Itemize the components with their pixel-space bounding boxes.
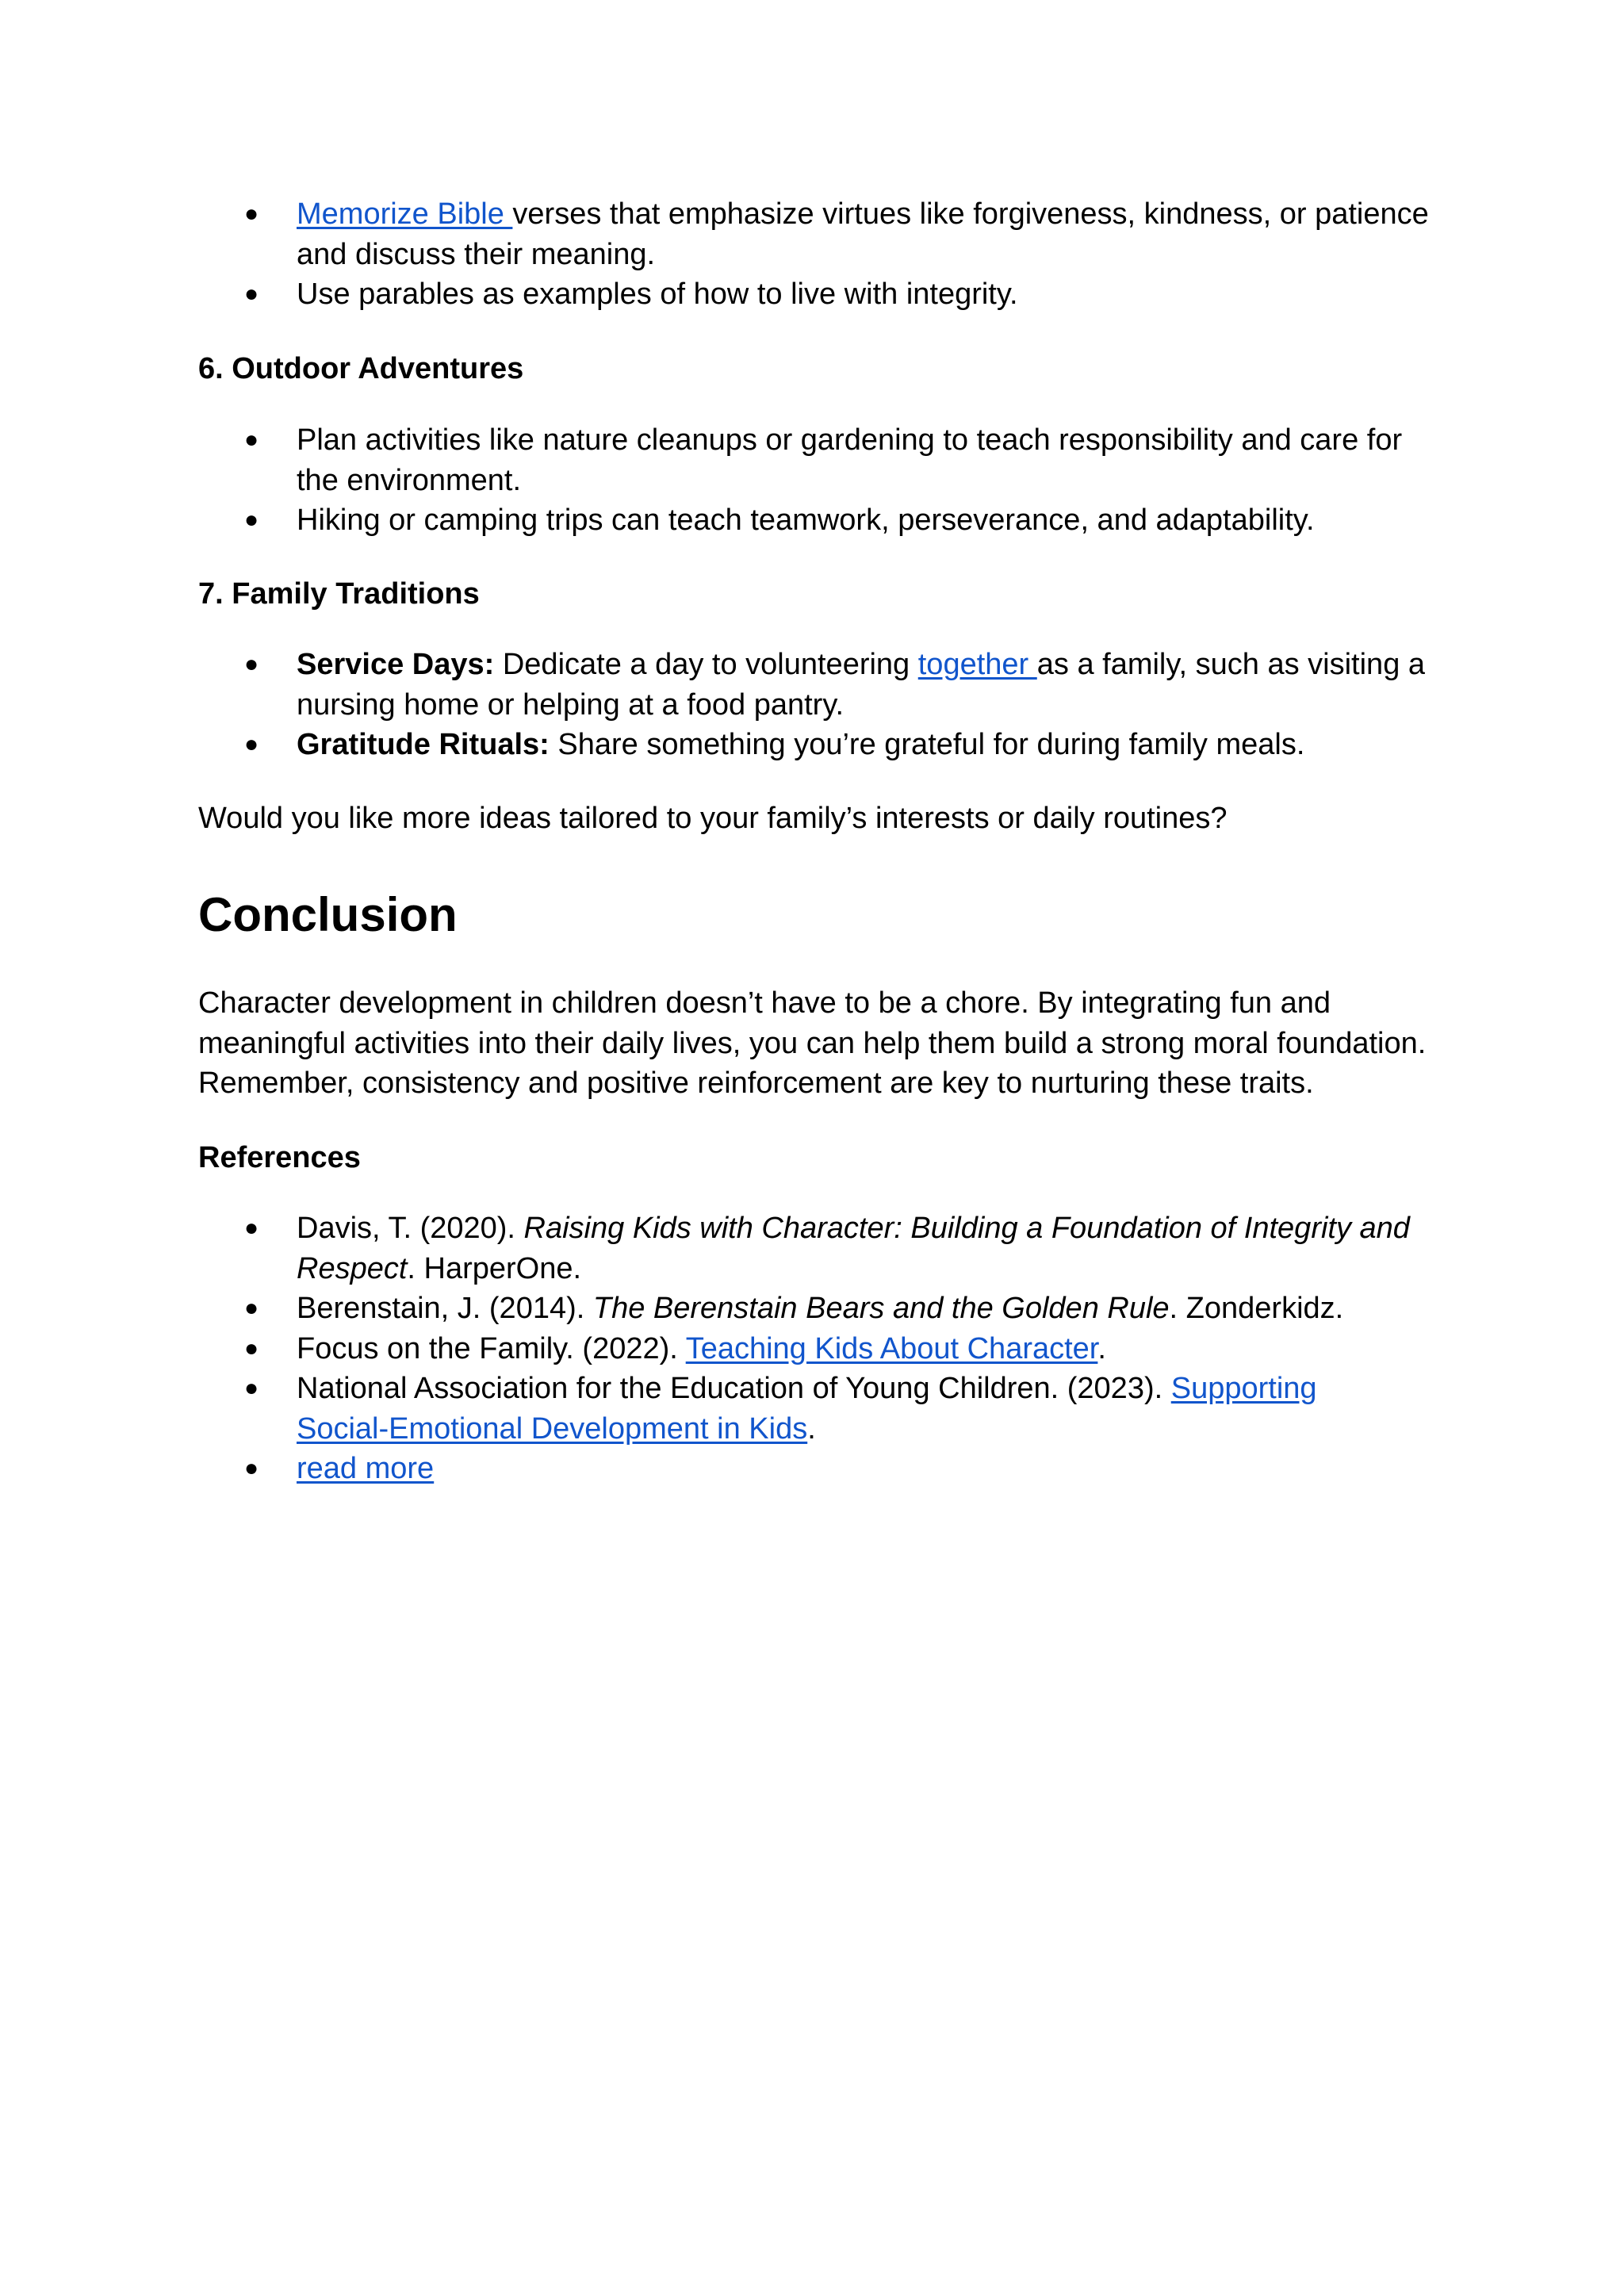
list-item	[198, 194, 1467, 274]
reference-title: Raising Kids with Character: Building a Foundation of Integrity and	[523, 1212, 1410, 1245]
reference-author: Davis, T. (2020).	[297, 1212, 524, 1245]
reference-publisher: . HarperOne.	[407, 1251, 582, 1285]
references-heading: References	[198, 1141, 361, 1174]
list-item	[198, 500, 1467, 541]
reference-item	[198, 1329, 1467, 1369]
conclusion-paragraph	[198, 983, 1451, 1104]
list-item-label: Service Days:	[297, 648, 495, 681]
reference-punct: .	[807, 1411, 816, 1446]
list-item	[198, 274, 1467, 315]
reference-author: Focus on the Family. (2022).	[297, 1331, 686, 1365]
reference-title: Respect	[297, 1251, 408, 1285]
bullet: ●	[244, 1215, 259, 1241]
section-heading-outdoor-adventures: 6. Outdoor Adventures	[198, 352, 524, 385]
traditions-list	[198, 645, 1467, 765]
references-list	[198, 1208, 1467, 1489]
read-more-link[interactable]: read more	[297, 1452, 435, 1485]
paragraph-line: Remember, consistency and positive reinforcement are key to nurturing these traits.	[198, 1067, 1314, 1100]
reference-item	[198, 1369, 1467, 1449]
reference-item	[198, 1208, 1467, 1289]
list-item-text: Use parables as examples of how to live with integrity.	[297, 278, 1018, 311]
reference-author: National Association for the Education of Young Children. (2023).	[297, 1372, 1171, 1405]
bullet: ●	[244, 281, 259, 307]
bullet: ●	[244, 651, 259, 677]
list-item-text: Hiking or camping trips can teach teamwork, perseverance, and adaptability.	[297, 504, 1315, 537]
bullet: ●	[244, 1335, 259, 1361]
supporting-development-link-cont[interactable]: Social-Emotional Development in Kids	[297, 1411, 808, 1446]
bullet: ●	[244, 1295, 259, 1321]
conclusion-heading: Conclusion	[198, 888, 458, 941]
bullet: ●	[244, 1455, 259, 1481]
bullet: ●	[244, 201, 259, 227]
list-item	[198, 420, 1467, 500]
list-item-text: as a family, such as visiting a	[1036, 648, 1426, 681]
list-item-text: and discuss their meaning.	[297, 237, 656, 271]
outdoor-list	[198, 420, 1467, 541]
list-item-text: verses that emphasize virtues like forgiveness, kindness, or patience	[512, 197, 1429, 231]
bullet: ●	[244, 507, 259, 533]
paragraph-line: Character development in children doesn’t have to be a chore. By integrating fun and	[198, 986, 1331, 1020]
reference-punct: .	[1097, 1331, 1106, 1365]
section-heading-family-traditions: 7. Family Traditions	[198, 577, 480, 611]
list-item-text: Dedicate a day to volunteering	[494, 648, 918, 681]
bible-list	[198, 194, 1467, 315]
paragraph-line: meaningful activities into their daily lives, you can help them build a strong moral foundation.	[198, 1026, 1427, 1060]
bullet: ●	[244, 427, 259, 453]
list-item-label: Gratitude Rituals:	[297, 728, 550, 761]
together-link[interactable]: together	[917, 648, 1037, 681]
memorize-bible-link[interactable]: Memorize Bible	[297, 197, 513, 231]
reference-publisher: . Zonderkidz.	[1169, 1292, 1344, 1325]
list-item-text: Share something you’re grateful for during family meals.	[549, 728, 1305, 761]
list-item	[198, 645, 1467, 725]
reference-author: Berenstain, J. (2014).	[297, 1292, 593, 1325]
reference-item	[198, 1449, 1467, 1489]
follow-up-question: Would you like more ideas tailored to your family’s interests or daily routines?	[198, 802, 1228, 835]
list-item-text: the environment.	[297, 463, 522, 497]
bullet: ●	[244, 731, 259, 757]
bullet: ●	[244, 1375, 259, 1401]
reference-title: The Berenstain Bears and the Golden Rule	[592, 1292, 1170, 1325]
reference-item	[198, 1289, 1467, 1329]
supporting-development-link[interactable]: Supporting	[1170, 1372, 1317, 1405]
list-item-text: nursing home or helping at a food pantry.	[297, 687, 845, 722]
teaching-kids-link[interactable]: Teaching Kids About Character	[685, 1331, 1098, 1365]
list-item	[198, 725, 1467, 765]
list-item-text: Plan activities like nature cleanups or gardening to teach responsibility and care for	[297, 423, 1403, 457]
